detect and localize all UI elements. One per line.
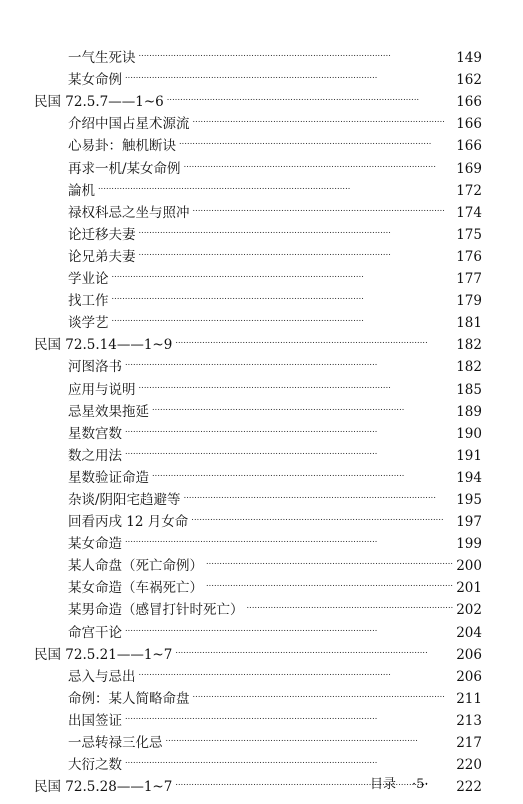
toc-entry-title: 论迁移夫妻 <box>68 226 136 243</box>
dot-leader <box>125 438 453 460</box>
dot-leader <box>112 283 454 305</box>
dot-leader <box>206 548 453 570</box>
toc-entry-page: 220 <box>456 757 482 774</box>
dot-leader <box>175 327 453 349</box>
dot-leader <box>247 592 454 614</box>
toc-entry-title: 找工作 <box>68 293 109 310</box>
toc-entry-title: 论兄弟夫妻 <box>68 248 136 265</box>
dot-leader <box>184 482 453 504</box>
toc-entry-page: 182 <box>456 359 482 376</box>
toc-entry-page: 177 <box>456 271 482 288</box>
dot-leader <box>125 747 453 769</box>
dot-leader <box>206 570 453 592</box>
toc-entry-title: 某女命造 <box>68 536 122 553</box>
toc-entry-title: 某女命例 <box>68 72 122 89</box>
dot-leader <box>125 349 453 371</box>
toc-entry-title: 河图洛书 <box>68 359 122 376</box>
dot-leader <box>112 261 454 283</box>
toc-entry-title: 再求一机/某女命例 <box>68 160 181 177</box>
toc-entry-page: 211 <box>456 690 482 707</box>
dot-leader <box>139 371 454 393</box>
toc-entry-title: 回看丙戌 12 月女命 <box>68 514 189 531</box>
toc-entry-title: 論机 <box>68 182 95 199</box>
toc-entry-page: 176 <box>456 248 482 265</box>
toc-entry-title: 某男命造（感冒打针时死亡） <box>68 602 244 619</box>
page-footer <box>370 773 429 792</box>
toc-entry-page: 185 <box>456 381 482 398</box>
toc-entry-title: 一气生死诀 <box>68 50 136 67</box>
toc-entry[interactable] <box>34 40 482 67</box>
toc-entry-page: 166 <box>456 116 482 133</box>
toc-entry-title: 一忌转禄三化忌 <box>68 735 163 751</box>
toc-entry-page: 213 <box>456 712 482 729</box>
dot-leader <box>179 128 453 150</box>
toc-entry-page: 191 <box>456 447 482 464</box>
toc-entry-title: 大衍之数 <box>68 757 122 774</box>
toc-entry-title: 学业论 <box>68 271 109 288</box>
toc-entry-page: 194 <box>456 469 482 486</box>
toc-entry-title: 忌星效果拖延 <box>68 403 149 420</box>
toc-entry-page: 202 <box>456 602 482 619</box>
toc-entry-page: 206 <box>456 668 482 685</box>
dot-leader <box>193 195 454 217</box>
dot-leader <box>139 40 454 62</box>
dot-leader <box>125 614 453 636</box>
toc-entry-page: 166 <box>456 94 482 111</box>
toc-entry-title: 杂谈/阴阳宅趋避等 <box>68 491 181 508</box>
toc-entry-page: 175 <box>456 226 482 243</box>
toc-entry-title: 介绍中国占星术源流 <box>68 116 190 133</box>
toc-entry-page: 201 <box>456 580 482 597</box>
toc-entry-page: 197 <box>456 514 482 531</box>
toc-entry-title: 民国 72.5.7——1~6 <box>34 94 164 111</box>
toc-entry-title: 心易卦：触机断诀 <box>68 138 176 155</box>
dot-leader <box>112 305 454 327</box>
dot-leader <box>152 460 453 482</box>
toc-entry-page: 199 <box>456 536 482 553</box>
dot-leader <box>191 504 453 526</box>
dot-leader <box>139 239 454 261</box>
toc-entry-page: 182 <box>456 337 482 354</box>
footer-section-label: 目录 <box>370 777 397 792</box>
toc-entry-title: 忌入与忌出 <box>68 668 136 685</box>
toc-entry-page: 222 <box>456 779 482 796</box>
toc-entry-title: 星数宫数 <box>68 425 122 442</box>
toc-entry-page: 162 <box>456 72 482 89</box>
toc-entry[interactable] <box>34 173 482 199</box>
toc-entry-page: 189 <box>456 403 482 420</box>
toc-entry-title: 出国签证 <box>68 712 122 729</box>
toc-entry-title: 数之用法 <box>68 447 122 464</box>
dot-leader <box>166 725 454 747</box>
dot-leader <box>184 150 453 172</box>
footer-page-number: ·5· <box>412 777 429 792</box>
dot-leader <box>193 106 454 128</box>
dot-leader <box>125 703 453 725</box>
toc-entry-page: 169 <box>456 160 482 177</box>
dot-leader <box>193 681 454 703</box>
toc-entry-title: 命例：某人简略命盘 <box>68 690 190 707</box>
dot-leader <box>125 62 453 84</box>
dot-leader <box>125 416 453 438</box>
toc-entry-title: 禄权科忌之坐与照冲 <box>68 204 190 221</box>
toc-entry-title: 民国 72.5.14——1~9 <box>34 337 173 354</box>
toc-entry[interactable] <box>34 195 482 221</box>
toc-entry-page: 190 <box>456 425 482 442</box>
dot-leader <box>152 394 453 416</box>
dot-leader <box>175 637 453 659</box>
toc-entry-title: 命宫干论 <box>68 624 122 641</box>
toc-entry-page: 200 <box>456 558 482 575</box>
toc-entry-page: 149 <box>456 50 482 67</box>
toc-entry-page: 179 <box>456 293 482 310</box>
toc-entry-page: 174 <box>456 204 482 221</box>
toc-entry-title: 某人命盘（死亡命例） <box>68 558 203 575</box>
dot-leader <box>98 173 453 195</box>
dot-leader <box>167 84 453 106</box>
toc-entry-page: 204 <box>456 624 482 641</box>
toc-entry-page: 166 <box>456 138 482 155</box>
toc-entry-title: 星数验证命造 <box>68 469 149 486</box>
toc-entry-page: 206 <box>456 646 482 663</box>
dot-leader <box>139 659 454 681</box>
toc-entry-page: 172 <box>456 182 482 199</box>
toc-entry-title: 应用与说明 <box>68 381 136 398</box>
toc-entry-title: 谈学艺 <box>68 315 109 332</box>
toc-entry-title: 民国 72.5.21——1~7 <box>34 646 173 663</box>
table-of-contents <box>34 40 482 796</box>
dot-leader <box>125 526 453 548</box>
toc-entry-title: 民国 72.5.28——1~7 <box>34 779 173 796</box>
toc-entry-title: 某女命造（车祸死亡） <box>68 580 203 597</box>
toc-entry-page: 181 <box>456 315 482 332</box>
toc-entry-page: 217 <box>456 735 482 751</box>
toc-entry-page: 195 <box>456 491 482 508</box>
dot-leader <box>139 217 454 239</box>
